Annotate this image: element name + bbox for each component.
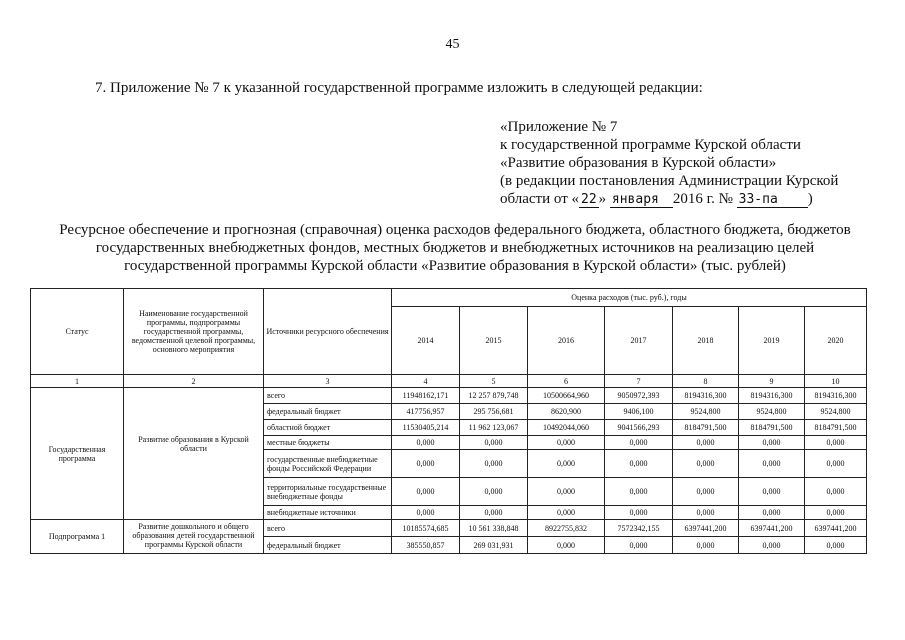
- handwritten-month: января: [610, 192, 673, 208]
- expense-value: 0,000: [605, 506, 673, 520]
- expense-value: 11530405,214: [392, 420, 460, 436]
- expense-value: 0,000: [528, 436, 605, 450]
- expense-value: 0,000: [460, 506, 528, 520]
- expense-value: 0,000: [528, 506, 605, 520]
- resource-table: [30, 288, 867, 554]
- expense-value: 9524,800: [739, 404, 805, 420]
- expense-value: 11948162,171: [392, 388, 460, 404]
- column-number: 6: [528, 375, 605, 388]
- expense-value: 8620,900: [528, 404, 605, 420]
- expense-value: 0,000: [673, 450, 739, 478]
- header-year: 2014: [392, 307, 460, 375]
- expense-value: 0,000: [673, 436, 739, 450]
- appendix-line-5: [500, 190, 838, 209]
- expense-value: 0,000: [605, 450, 673, 478]
- expense-value: 0,000: [528, 478, 605, 506]
- header-estimate: Оценка расходов (тыс. руб.), годы: [392, 289, 867, 307]
- appendix-line-1: «Приложение № 7: [500, 119, 618, 135]
- expense-value: 0,000: [805, 436, 867, 450]
- appendix-line-2: к государственной программе Курской области: [500, 137, 801, 153]
- handwritten-day: 22: [581, 192, 597, 207]
- funding-source: федеральный бюджет: [264, 537, 392, 554]
- appendix-line-5-prefix: области от «: [500, 191, 579, 207]
- expense-value: 0,000: [605, 537, 673, 554]
- funding-source: всего: [264, 388, 392, 404]
- header-year: 2020: [805, 307, 867, 375]
- expense-value: 0,000: [805, 506, 867, 520]
- expense-value: 0,000: [460, 436, 528, 450]
- header-year: 2017: [605, 307, 673, 375]
- header-year: 2019: [739, 307, 805, 375]
- expense-value: 10492044,060: [528, 420, 605, 436]
- appendix-line-5-suffix: ): [807, 191, 813, 207]
- header-year: 2018: [673, 307, 739, 375]
- funding-source: государственные внебюджетные фонды Российской Федерации: [264, 450, 392, 478]
- row-program-name: Развитие образования в Курской области: [124, 388, 264, 520]
- expense-value: 8922755,832: [528, 520, 605, 537]
- row-status: Подпрограмма 1: [31, 520, 124, 554]
- expense-value: 385550,857: [392, 537, 460, 554]
- expense-value: 8194316,300: [673, 388, 739, 404]
- expense-value: 8194316,300: [739, 388, 805, 404]
- expense-value: 417756,957: [392, 404, 460, 420]
- table-row: [31, 388, 867, 404]
- expense-value: 8194316,300: [805, 388, 867, 404]
- funding-source: территориальные государственные внебюджетные фонды: [264, 478, 392, 506]
- expense-value: 0,000: [739, 537, 805, 554]
- appendix-year: 2016 г. №: [672, 191, 733, 207]
- appendix-line-4: (в редакции постановления Администрации Курской: [500, 173, 839, 189]
- expense-value: 0,000: [673, 537, 739, 554]
- expense-value: 0,000: [739, 506, 805, 520]
- expense-value: 0,000: [605, 436, 673, 450]
- header-status: Статус: [31, 289, 124, 375]
- expense-value: 0,000: [392, 436, 460, 450]
- table-row: [31, 520, 867, 537]
- intro-text: 7. Приложение № 7 к указанной государственной программе изложить в следующей редакции:: [95, 80, 703, 96]
- expense-value: 11 962 123,067: [460, 420, 528, 436]
- funding-source: областной бюджет: [264, 420, 392, 436]
- funding-source: всего: [264, 520, 392, 537]
- expense-value: 0,000: [392, 478, 460, 506]
- expense-value: 8184791,500: [673, 420, 739, 436]
- header-year: 2016: [528, 307, 605, 375]
- appendix-line-3: «Развитие образования в Курской области»: [500, 155, 777, 171]
- header-year: 2015: [460, 307, 528, 375]
- column-number: 7: [605, 375, 673, 388]
- expense-value: 0,000: [528, 450, 605, 478]
- table-title-line-3: государственной программы Курской области «Развитие образования в Курской области» (тыс. рублей): [124, 258, 786, 274]
- appendix-quote-close: »: [598, 191, 607, 207]
- expense-value: 295 756,681: [460, 404, 528, 420]
- expense-value: 10500664,960: [528, 388, 605, 404]
- page-number: 45: [445, 37, 460, 52]
- expense-value: 0,000: [739, 436, 805, 450]
- column-number: 1: [31, 375, 124, 388]
- expense-value: 0,000: [605, 478, 673, 506]
- expense-value: 8184791,500: [805, 420, 867, 436]
- expense-value: 6397441,200: [739, 520, 805, 537]
- table-title-line-1: Ресурсное обеспечение и прогнозная (справочная) оценка расходов федерального бюджета, областного бюджета, бюджетов: [59, 222, 851, 238]
- expense-value: 6397441,200: [673, 520, 739, 537]
- expense-value: 0,000: [805, 537, 867, 554]
- expense-value: 0,000: [739, 450, 805, 478]
- funding-source: местные бюджеты: [264, 436, 392, 450]
- expense-value: 0,000: [805, 450, 867, 478]
- expense-value: 6397441,200: [805, 520, 867, 537]
- expense-value: 0,000: [460, 450, 528, 478]
- column-number: 2: [124, 375, 264, 388]
- expense-value: 9050972,393: [605, 388, 673, 404]
- expense-value: 10 561 338,848: [460, 520, 528, 537]
- column-number: 3: [264, 375, 392, 388]
- expense-value: 269 031,931: [460, 537, 528, 554]
- expense-value: 0,000: [528, 537, 605, 554]
- handwritten-number: 33-па: [737, 192, 808, 208]
- column-number: 9: [739, 375, 805, 388]
- expense-value: 0,000: [805, 478, 867, 506]
- column-number: 5: [460, 375, 528, 388]
- table-title: [40, 221, 870, 275]
- column-number: 10: [805, 375, 867, 388]
- expense-value: 0,000: [673, 478, 739, 506]
- expense-value: 0,000: [392, 450, 460, 478]
- column-number: 8: [673, 375, 739, 388]
- funding-source: внебюджетные источники: [264, 506, 392, 520]
- expense-value: 0,000: [673, 506, 739, 520]
- row-status: Государственная программа: [31, 388, 124, 520]
- row-program-name: Развитие дошкольного и общего образования детей государственной программы Курской области: [124, 520, 264, 554]
- header-name: Наименование государственной программы, подпрограммы государственной программы, ведомственной целевой программы, основного мероприятия: [124, 289, 264, 375]
- expense-value: 9524,800: [805, 404, 867, 420]
- expense-value: 7572342,155: [605, 520, 673, 537]
- expense-value: 0,000: [460, 478, 528, 506]
- expense-value: 8184791,500: [739, 420, 805, 436]
- expense-value: 9041566,293: [605, 420, 673, 436]
- funding-source: федеральный бюджет: [264, 404, 392, 420]
- table-title-line-2: государственных внебюджетных фондов, местных бюджетов и внебюджетных источников на реализацию целей: [95, 240, 815, 256]
- header-sources: Источники ресурсного обеспечения: [264, 289, 392, 375]
- expense-value: 0,000: [739, 478, 805, 506]
- expense-value: 10185574,685: [392, 520, 460, 537]
- appendix-header: [500, 118, 838, 209]
- expense-value: 9406,100: [605, 404, 673, 420]
- expense-value: 12 257 879,748: [460, 388, 528, 404]
- expense-value: 0,000: [392, 506, 460, 520]
- expense-value: 9524,800: [673, 404, 739, 420]
- column-number: 4: [392, 375, 460, 388]
